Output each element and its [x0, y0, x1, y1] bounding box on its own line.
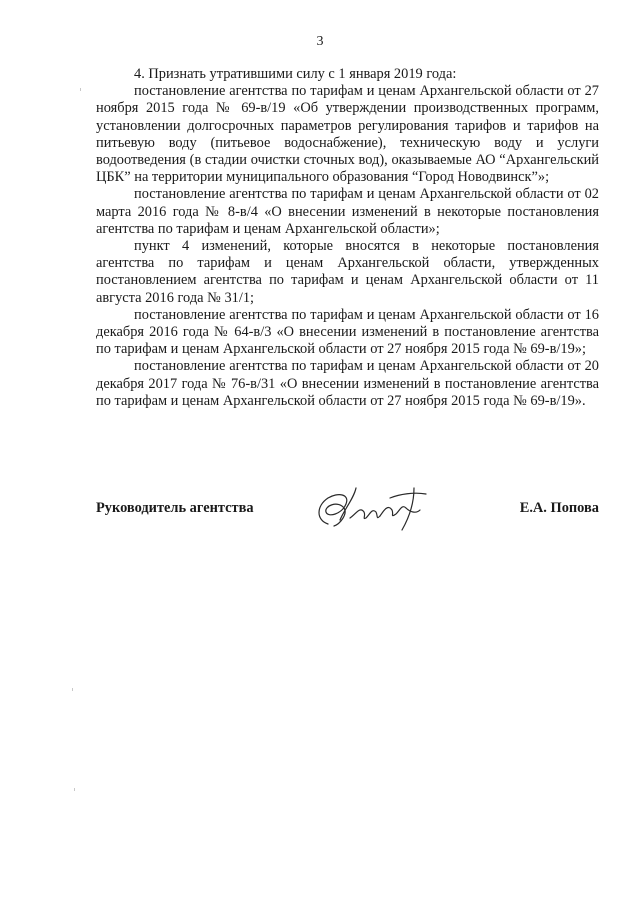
scan-speck — [74, 788, 75, 791]
paragraph-resolution-64-v-3: постановление агентства по тарифам и ценам Архангельской области от 16 декабря 2016 года № 64-в/3 «О внесении изменений в постановление агентства по тарифам и ценам Архангельской области от 27 ноября 2015 года № 69-в/19»; — [96, 306, 599, 358]
signer-name: Е.А. Попова — [519, 500, 599, 516]
paragraph-point-4-amendments: пункт 4 изменений, которые вносятся в некоторые постановления агентства по тарифам и ценам Архангельской области, утвержденных постановлением агентства по тарифам и ценам Архангельской области от 11 августа 2016 года № 31/1; — [96, 238, 599, 306]
page-number: 3 — [316, 34, 324, 49]
scan-speck — [80, 88, 81, 91]
paragraph-resolution-8-v-4: постановление агентства по тарифам и ценам Архангельской области от 02 марта 2016 года № 8-в/4 «О внесении изменений в некоторые постановления агентства по тарифам и ценам Архангельской области»; — [96, 186, 599, 237]
signature-block — [96, 484, 599, 544]
document-body — [96, 66, 599, 410]
handwritten-signature — [310, 484, 440, 534]
paragraph-item-4: 4. Признать утратившими силу с 1 января 2019 года: — [134, 66, 457, 82]
paragraph-resolution-69-v-19: постановление агентства по тарифам и ценам Архангельской области от 27 ноября 2015 года № 69-в/19 «Об утверждении производственных программ, установлении долгосрочных параметров регулирования тарифов и тарифов на питьевую воду (питьевое водоснабжение), техническую воду и услуги водоотведения (в стадии очистки сточных вод), оказываемые АО “Архангельский ЦБК” на территории муниципального образования “Город Новодвинск”»; — [96, 83, 599, 186]
signer-title: Руководитель агентства — [96, 500, 254, 516]
scan-speck — [72, 688, 73, 691]
paragraph-resolution-76-v-31: постановление агентства по тарифам и ценам Архангельской области от 20 декабря 2017 года № 76-в/31 «О внесении изменений в постановление агентства по тарифам и ценам Архангельской области от 27 ноября 2015 года № 69-в/19». — [96, 358, 599, 409]
